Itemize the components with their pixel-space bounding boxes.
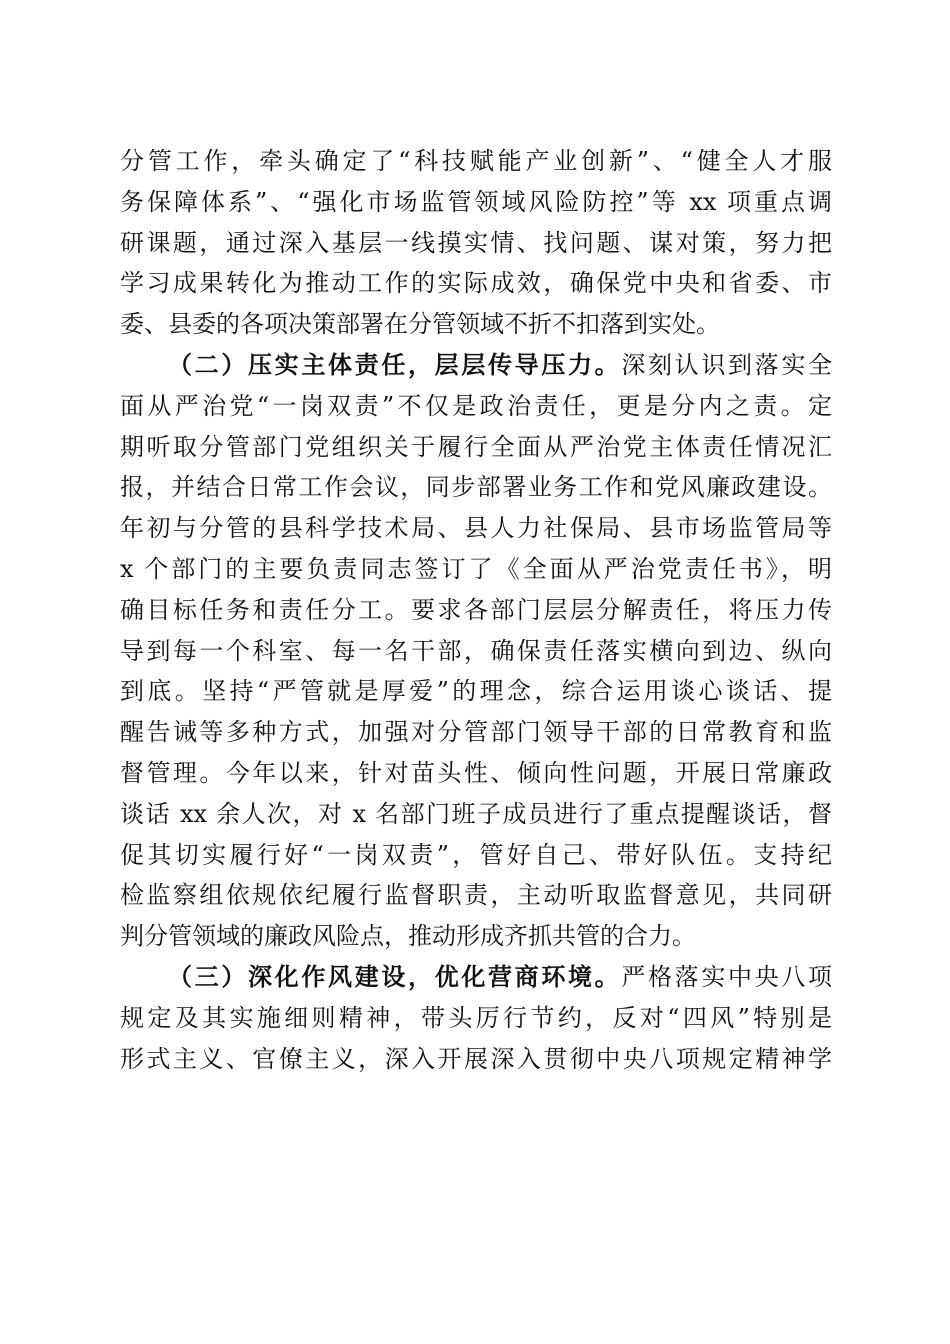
section-three-first-line [120,957,832,998]
text-line: 到底。坚持“严管就是厚爱”的理念，综合运用谈心谈话、提 [120,677,832,706]
text-line: 研课题，通过深入基层一线摸实情、找问题、谋对策，努力把 [120,228,832,257]
section-heading-three: （三）深化作风建设，优化营商环境。 [168,961,622,991]
text-line: 督管理。今年以来，针对苗头性、倾向性问题，开展日常廉政 [120,758,832,787]
text-line: 报，并结合日常工作会议，同步部署业务工作和党风廉政建设。 [120,473,832,502]
text-line: x 个部门的主要负责同志签订了《全面从严治党责任书》，明 [120,554,832,583]
text-line: 谈话 xx 余人次，对 x 名部门班子成员进行了重点提醒谈话，督 [120,799,832,828]
text-line: 务保障体系”、“强化市场监管领域风险防控”等 xx 项重点调 [120,187,832,216]
text-line: 学习成果转化为推动工作的实际成效，确保党中央和省委、市 [120,269,832,298]
text-line: 期听取分管部门党组织关于履行全面从严治党主体责任情况汇 [120,432,832,461]
text-line: 醒告诫等多种方式，加强对分管部门领导干部的日常教育和监 [120,718,832,747]
text-line: 检监察组依规依纪履行监督职责，主动听取监督意见，共同研 [120,881,832,910]
text-line: 年初与分管的县科学技术局、县人力社保局、县市场监管局等 [120,514,832,543]
section-text: 严格落实中央八项 [621,962,833,991]
text-line: 形式主义、官僚主义，深入开展深入贯彻中央八项规定精神学 [120,1044,832,1073]
text-line: 分管工作，牵头确定了“科技赋能产业创新”、“健全人才服 [120,147,832,175]
text-line: 规定及其实施细则精神，带头厉行节约，反对“四风”特别是 [120,1003,832,1032]
section-text: 深刻认识到落实全 [621,350,833,379]
document-body [120,141,832,1079]
text-line: 确目标任务和责任分工。要求各部门层层分解责任，将压力传 [120,595,832,624]
text-line: 面从严治党“一岗双责”不仅是政治责任，更是分内之责。定 [120,391,832,420]
text-line: 判分管领域的廉政风险点，推动形成齐抓共管的合力。 [120,922,696,951]
text-line: 委、县委的各项决策部署在分管领域不折不扣落到实处。 [120,310,720,339]
text-line: 促其切实履行好“一岗双责”，管好自己、带好队伍。支持纪 [120,840,832,869]
section-heading-two: （二）压实主体责任，层层传导压力。 [168,349,622,379]
text-line: 导到每一个科室、每一名干部，确保责任落实横向到边、纵向 [120,636,832,665]
section-two-first-line [120,345,832,386]
